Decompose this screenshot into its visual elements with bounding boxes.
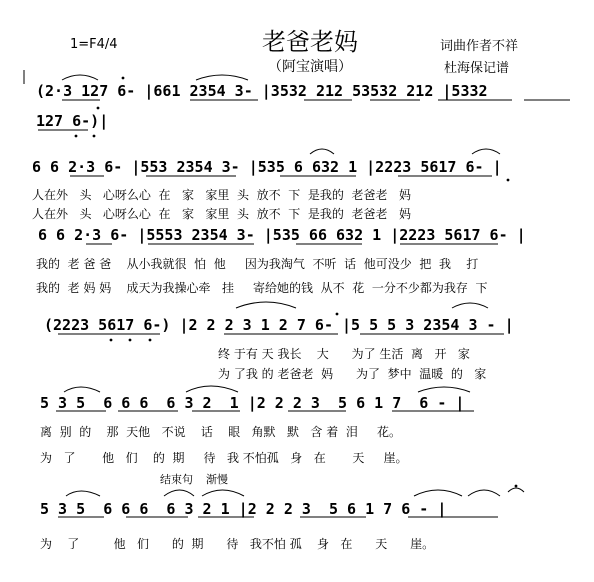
ending-phrase-mark: 结束句 (160, 473, 193, 486)
low-octave-dot (129, 339, 132, 342)
lyric-verse2-a: 我的 老 爸 爸 从小我就很 怕 他 因为我淘气 不听 话 他可没少 把 我 打 (36, 257, 479, 271)
lyric-verse4: 为 了 他 们 的 期 待 我不怕 孤 身 在 天 崖。 (40, 537, 435, 551)
lyric-verse3-a: 离 别 的 那 天他 不说 话 眼 角默 默 含 着 泪 花。 (40, 425, 401, 439)
fermata-arc (508, 488, 524, 492)
score-line-4: 6 6 2·3 6- |5553 2354 3- |535 66 632 1 |2223 5617 6- | (38, 226, 526, 244)
lyric-verse1-b: 人在外 头 心呀么心 在 家 家里 头 放不 下 是我的 老爸老 妈 (32, 207, 411, 221)
key-signature: 1=F4/4 (70, 37, 118, 52)
song-title: 老爸老妈 (262, 28, 358, 56)
song-subtitle: （阿宝演唱） (268, 59, 352, 75)
fermata-dot (515, 485, 518, 488)
composer-credit: 词曲作者不祥 (440, 39, 519, 54)
score-line-2: 127 6-)| (36, 112, 109, 130)
lyric-verse3-b: 为 了 他 们 的 期 待 我 不怕孤 身 在 天 崖。 (40, 451, 408, 465)
low-octave-dot (75, 135, 78, 138)
lyric-verse2-b: 我的 老 妈 妈 成天为我操心牵 挂 寄给她的钱 从不 花 一分不少都为我存 下 (36, 281, 488, 295)
low-octave-dot (110, 339, 113, 342)
low-octave-dot (507, 179, 510, 182)
low-octave-dot (149, 339, 152, 342)
score-line-1: (2·3 127 6- |661 2354 3- |3532 212 53532 212 |5332 (36, 82, 488, 100)
lyric-chorus1-b: 为 了我 的 老爸老 妈 为了 梦中 温暖 的 家 (218, 367, 487, 381)
slur-arcs-lower (66, 490, 500, 496)
slow-down-mark: 渐慢 (206, 473, 228, 486)
transcriber-credit: 杜海保记谱 (444, 61, 510, 76)
low-octave-dot (97, 107, 100, 110)
high-octave-dot (122, 77, 125, 80)
slur-arcs-middle (64, 149, 500, 392)
low-octave-dot (93, 135, 96, 138)
high-octave-dot (336, 313, 339, 316)
score-line-6: 5 3 5 6 6 6 6 3 2 1 |2 2 2 3 5 6 1 7 6 - | (40, 394, 465, 412)
score-line-5: (2223 5617 6-) |2 2 2 3 1 2 7 6- |5 5 5 3 2354 3 - | (44, 316, 514, 334)
lyric-verse1-a: 人在外 头 心呀么心 在 家 家里 头 放不 下 是我的 老爸老 妈 (32, 188, 411, 202)
score-line-7: 5 3 5 6 6 6 6 3 2 1 |2 2 2 3 5 6 1 7 6 - | (40, 500, 447, 518)
slur-arcs-upper (62, 75, 488, 308)
lyric-chorus1-a: 终 于有 天 我长 大 为了 生活 离 开 家 (218, 347, 470, 361)
score-line-3: 6 6 2·3 6- |553 2354 3- |535 6 632 1 |2223 5617 6- | (32, 158, 502, 176)
